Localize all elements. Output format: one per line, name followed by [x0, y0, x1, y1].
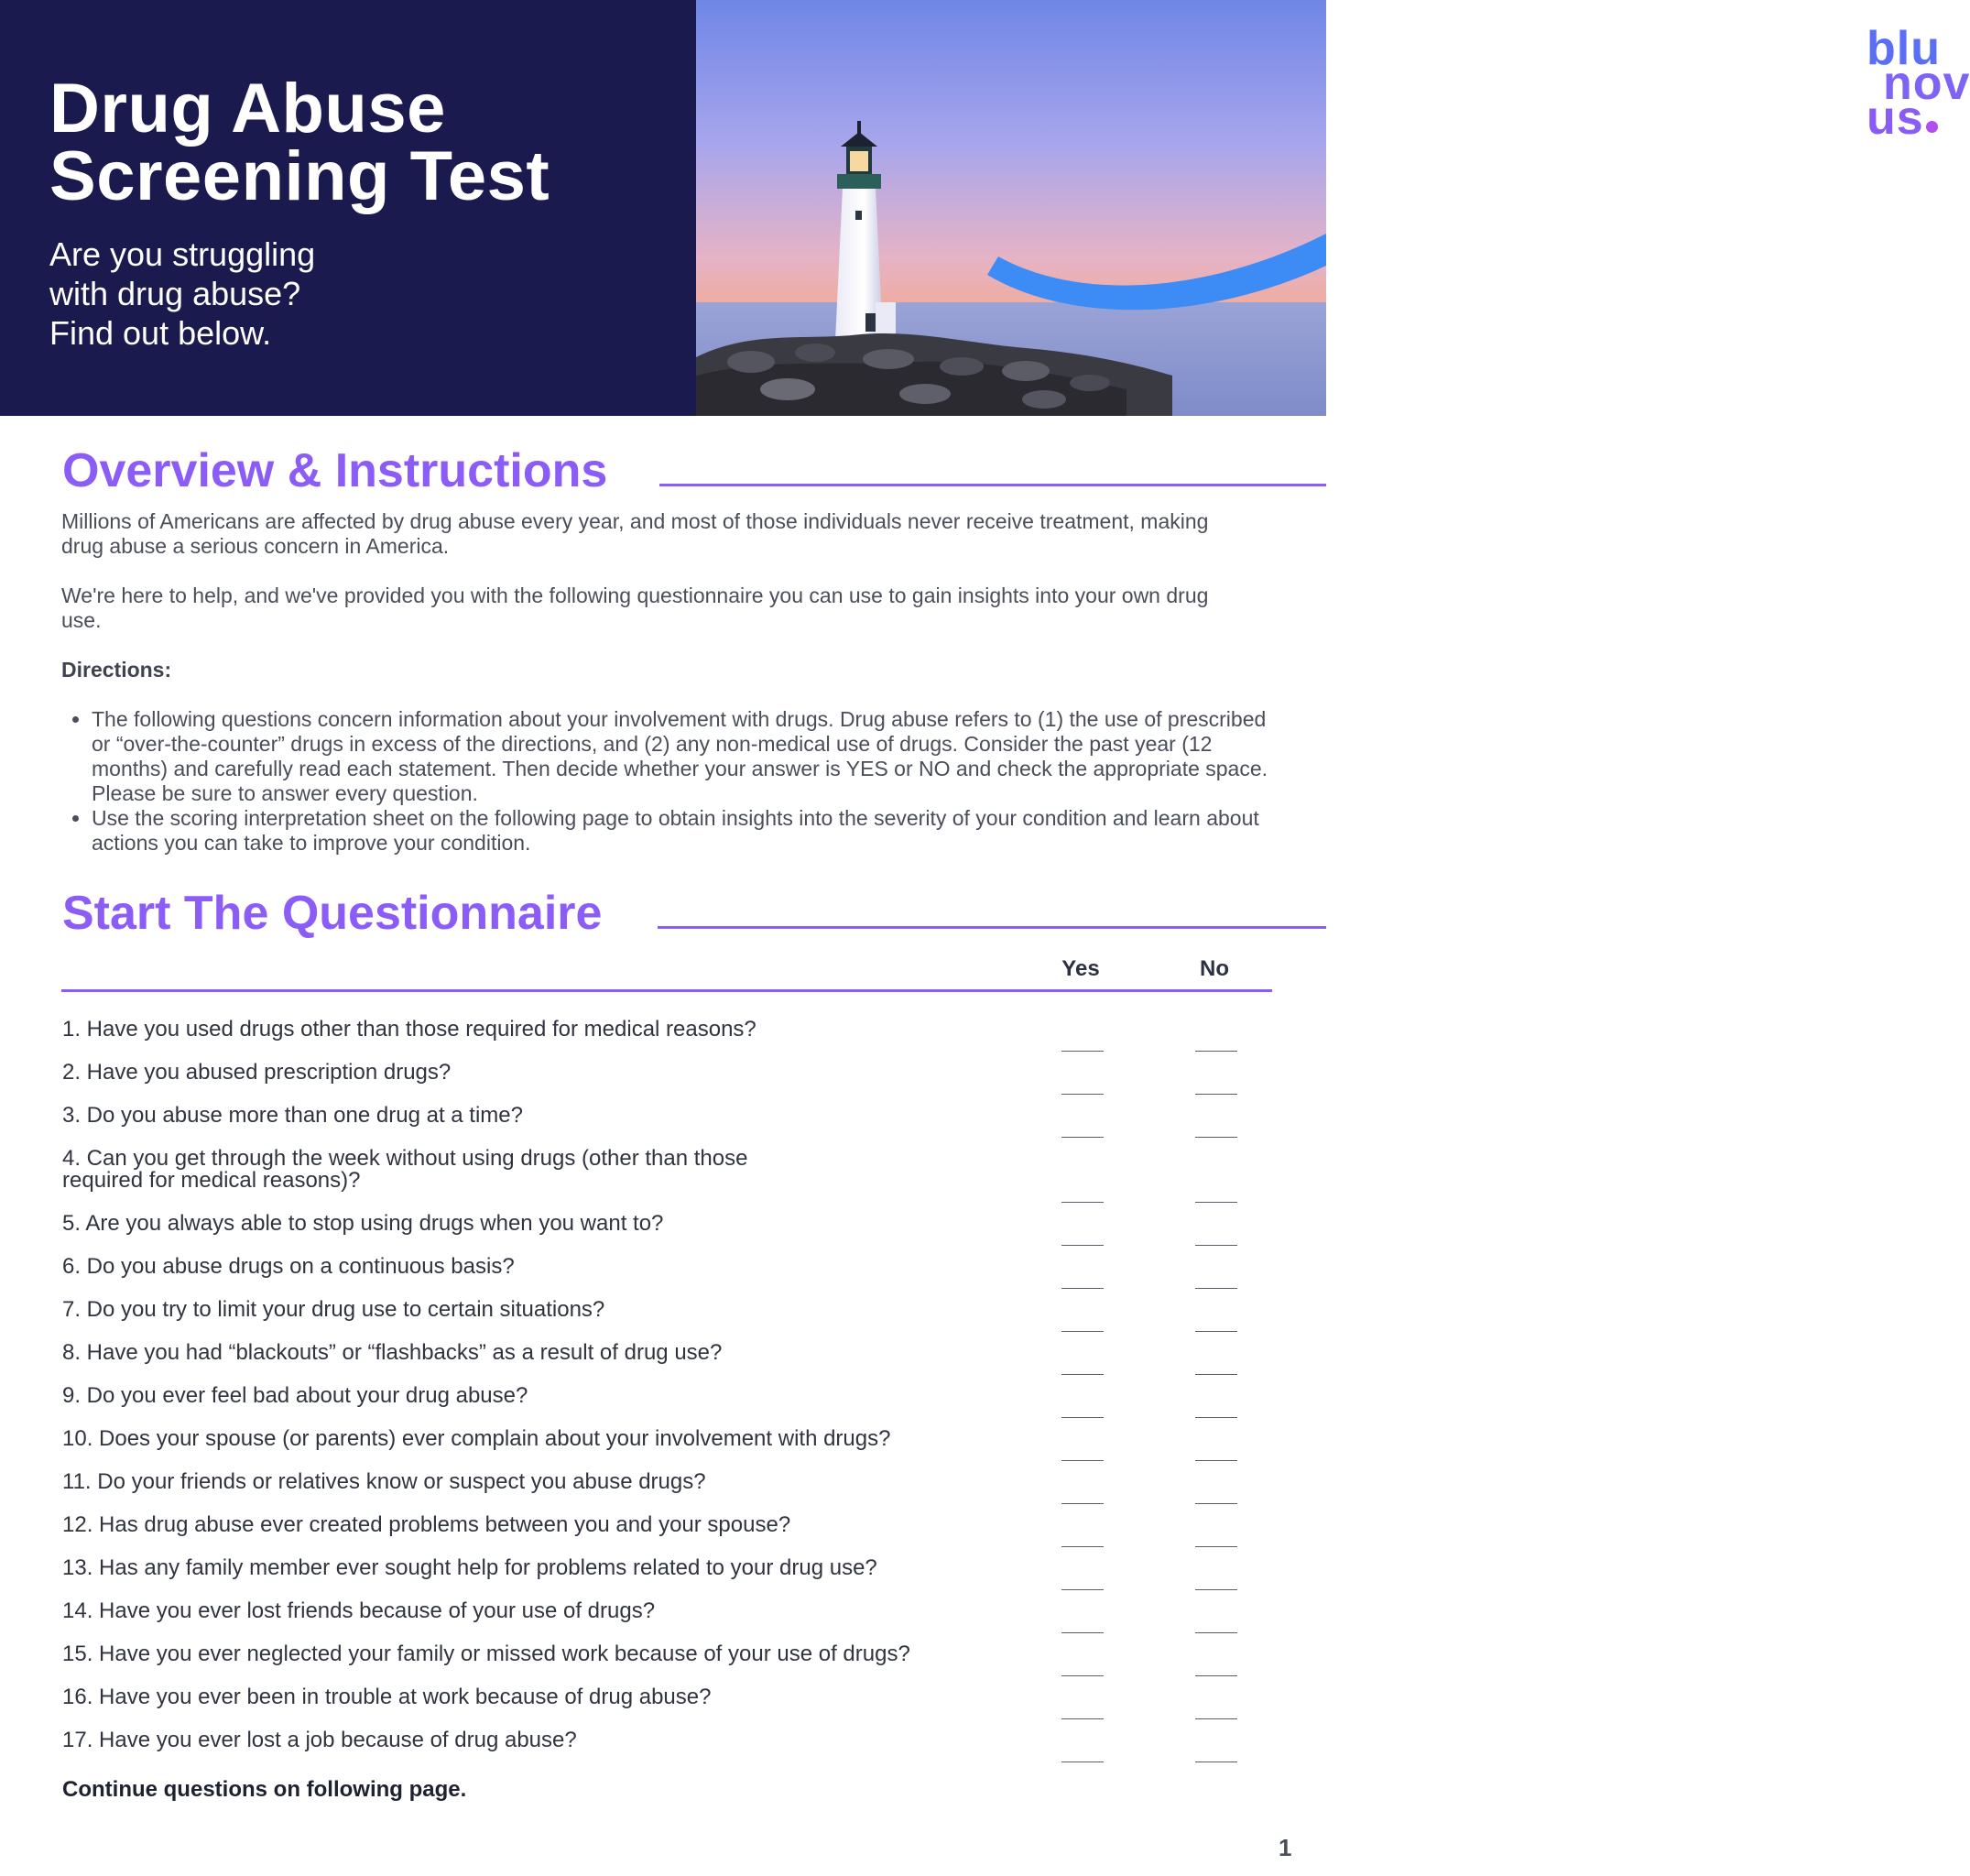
questionnaire-heading: Start The Questionnaire — [62, 887, 603, 940]
no-answer-blank[interactable] — [1195, 1675, 1237, 1676]
no-answer-blank[interactable] — [1195, 1632, 1237, 1633]
question-row — [62, 1256, 1271, 1299]
lighthouse-photo — [696, 0, 1970, 416]
questionnaire-table-rule — [61, 989, 1272, 992]
question-row — [62, 1213, 1271, 1256]
no-answer-blank[interactable] — [1195, 1718, 1237, 1719]
no-answer-blank[interactable] — [1195, 1202, 1237, 1203]
no-column-header: No — [1200, 956, 1229, 981]
yes-answer-blank[interactable] — [1061, 1589, 1104, 1590]
yes-answer-blank[interactable] — [1061, 1503, 1104, 1504]
question-row — [62, 1148, 1271, 1213]
yes-answer-blank[interactable] — [1061, 1761, 1104, 1762]
question-row — [62, 1471, 1271, 1514]
no-answer-blank[interactable] — [1195, 1761, 1237, 1762]
yes-answer-blank[interactable] — [1061, 1417, 1104, 1418]
question-text: 3. Do you abuse more than one drug at a time? — [62, 1103, 523, 1128]
continue-note: Continue questions on following page. — [62, 1777, 467, 1802]
yes-answer-blank[interactable] — [1061, 1632, 1104, 1633]
logo-line-2: nov — [1883, 57, 1970, 110]
question-text: 6. Do you abuse drugs on a continuous basis? — [62, 1254, 515, 1279]
question-text: 12. Has drug abuse ever created problems between you and your spouse? — [62, 1512, 791, 1537]
question-row — [62, 1062, 1271, 1105]
question-row — [62, 1385, 1271, 1428]
page-title — [49, 70, 550, 215]
no-answer-blank[interactable] — [1195, 1417, 1237, 1418]
question-text: 17. Have you ever lost a job because of drug abuse? — [62, 1728, 577, 1752]
directions-list — [61, 707, 1282, 856]
question-text: 1. Have you used drugs other than those required for medical reasons? — [62, 1017, 756, 1042]
brand-logo — [1867, 22, 1970, 145]
question-row — [62, 1105, 1271, 1148]
yes-answer-blank[interactable] — [1061, 1202, 1104, 1203]
logo-dot — [1926, 121, 1938, 133]
question-row — [62, 1729, 1271, 1772]
subtitle-line-2: with drug abuse? — [49, 275, 301, 312]
questionnaire-divider — [658, 926, 1326, 929]
yes-answer-blank[interactable] — [1061, 1094, 1104, 1095]
logo-line-1: blu — [1867, 22, 1941, 75]
question-text: 8. Have you had “blackouts” or “flashbacks” as a result of drug use? — [62, 1340, 723, 1365]
question-text: 2. Have you abused prescription drugs? — [62, 1060, 452, 1085]
no-answer-blank[interactable] — [1195, 1137, 1237, 1138]
question-text: 4. Can you get through the week without using drugs (other than those required for medical reasons)? — [62, 1146, 748, 1193]
question-row — [62, 1019, 1271, 1062]
no-answer-blank[interactable] — [1195, 1460, 1237, 1461]
question-text: 9. Do you ever feel bad about your drug abuse? — [62, 1383, 528, 1408]
question-row — [62, 1557, 1271, 1600]
question-list — [62, 1019, 1271, 1772]
no-answer-blank[interactable] — [1195, 1288, 1237, 1289]
question-text: 14. Have you ever lost friends because of your use of drugs? — [62, 1598, 656, 1623]
question-row — [62, 1342, 1271, 1385]
overview-paragraph-2: We're here to help, and we've provided you with the following questionnaire you can use to gain insights into your own drug use. — [61, 584, 1209, 632]
directions-item-1: • The following questions concern information about your involvement with drugs. Drug abuse refers to (1) the use of prescribed or “over-the-counter” drugs in excess of the directions, and (2) any non-medical use of drugs. Consider the past year (12 months) and carefully read each statement. Then decide whether your answer is YES or NO and check the appropriate space. Please be sure to answer every question. — [92, 707, 1282, 806]
yes-answer-blank[interactable] — [1061, 1675, 1104, 1676]
question-row — [62, 1643, 1271, 1686]
yes-answer-blank[interactable] — [1061, 1718, 1104, 1719]
lighthouse-illustration — [696, 0, 1326, 416]
question-row — [62, 1686, 1271, 1729]
no-answer-blank[interactable] — [1195, 1094, 1237, 1095]
no-answer-blank[interactable] — [1195, 1589, 1237, 1590]
overview-divider — [659, 484, 1326, 486]
header-banner — [0, 0, 696, 416]
yes-answer-blank[interactable] — [1061, 1460, 1104, 1461]
yes-answer-blank[interactable] — [1061, 1245, 1104, 1246]
no-answer-blank[interactable] — [1195, 1245, 1237, 1246]
yes-column-header: Yes — [1061, 956, 1100, 981]
yes-answer-blank[interactable] — [1061, 1051, 1104, 1052]
yes-answer-blank[interactable] — [1061, 1546, 1104, 1547]
yes-answer-blank[interactable] — [1061, 1288, 1104, 1289]
logo-line-3-text: us — [1867, 92, 1924, 145]
no-answer-blank[interactable] — [1195, 1546, 1237, 1547]
question-text: 13. Has any family member ever sought help for problems related to your drug use? — [62, 1555, 877, 1580]
directions-item-2: • Use the scoring interpretation sheet on the following page to obtain insights into the severity of your condition and learn about actions you can take to improve your condition. — [92, 806, 1282, 856]
overview-heading: Overview & Instructions — [62, 444, 608, 497]
subtitle — [49, 234, 315, 353]
subtitle-line-3: Find out below. — [49, 314, 272, 352]
question-row — [62, 1514, 1271, 1557]
page-number: 1 — [1279, 1834, 1292, 1861]
question-row — [62, 1299, 1271, 1342]
title-line-1: Drug Abuse — [49, 70, 446, 147]
no-answer-blank[interactable] — [1195, 1331, 1237, 1332]
subtitle-line-1: Are you struggling — [49, 235, 316, 273]
question-text: 16. Have you ever been in trouble at work because of drug abuse? — [62, 1685, 712, 1709]
question-text: 5. Are you always able to stop using drugs when you want to? — [62, 1211, 664, 1236]
no-answer-blank[interactable] — [1195, 1503, 1237, 1504]
directions-label: Directions: — [61, 658, 172, 682]
overview-paragraph-1: Millions of Americans are affected by drug abuse every year, and most of those individuals never receive treatment, making drug abuse a serious concern in America. — [61, 509, 1209, 558]
yes-answer-blank[interactable] — [1061, 1137, 1104, 1138]
question-text: 7. Do you try to limit your drug use to certain situations? — [62, 1297, 605, 1322]
title-line-2: Screening Test — [49, 137, 550, 215]
yes-answer-blank[interactable] — [1061, 1331, 1104, 1332]
no-answer-blank[interactable] — [1195, 1051, 1237, 1052]
question-text: 11. Do your friends or relatives know or suspect you abuse drugs? — [62, 1469, 706, 1494]
no-answer-blank[interactable] — [1195, 1374, 1237, 1375]
question-text: 10. Does your spouse (or parents) ever complain about your involvement with drugs? — [62, 1426, 891, 1451]
question-row — [62, 1600, 1271, 1643]
question-text: 15. Have you ever neglected your family or missed work because of your use of drugs? — [62, 1642, 910, 1666]
yes-answer-blank[interactable] — [1061, 1374, 1104, 1375]
question-row — [62, 1428, 1271, 1471]
